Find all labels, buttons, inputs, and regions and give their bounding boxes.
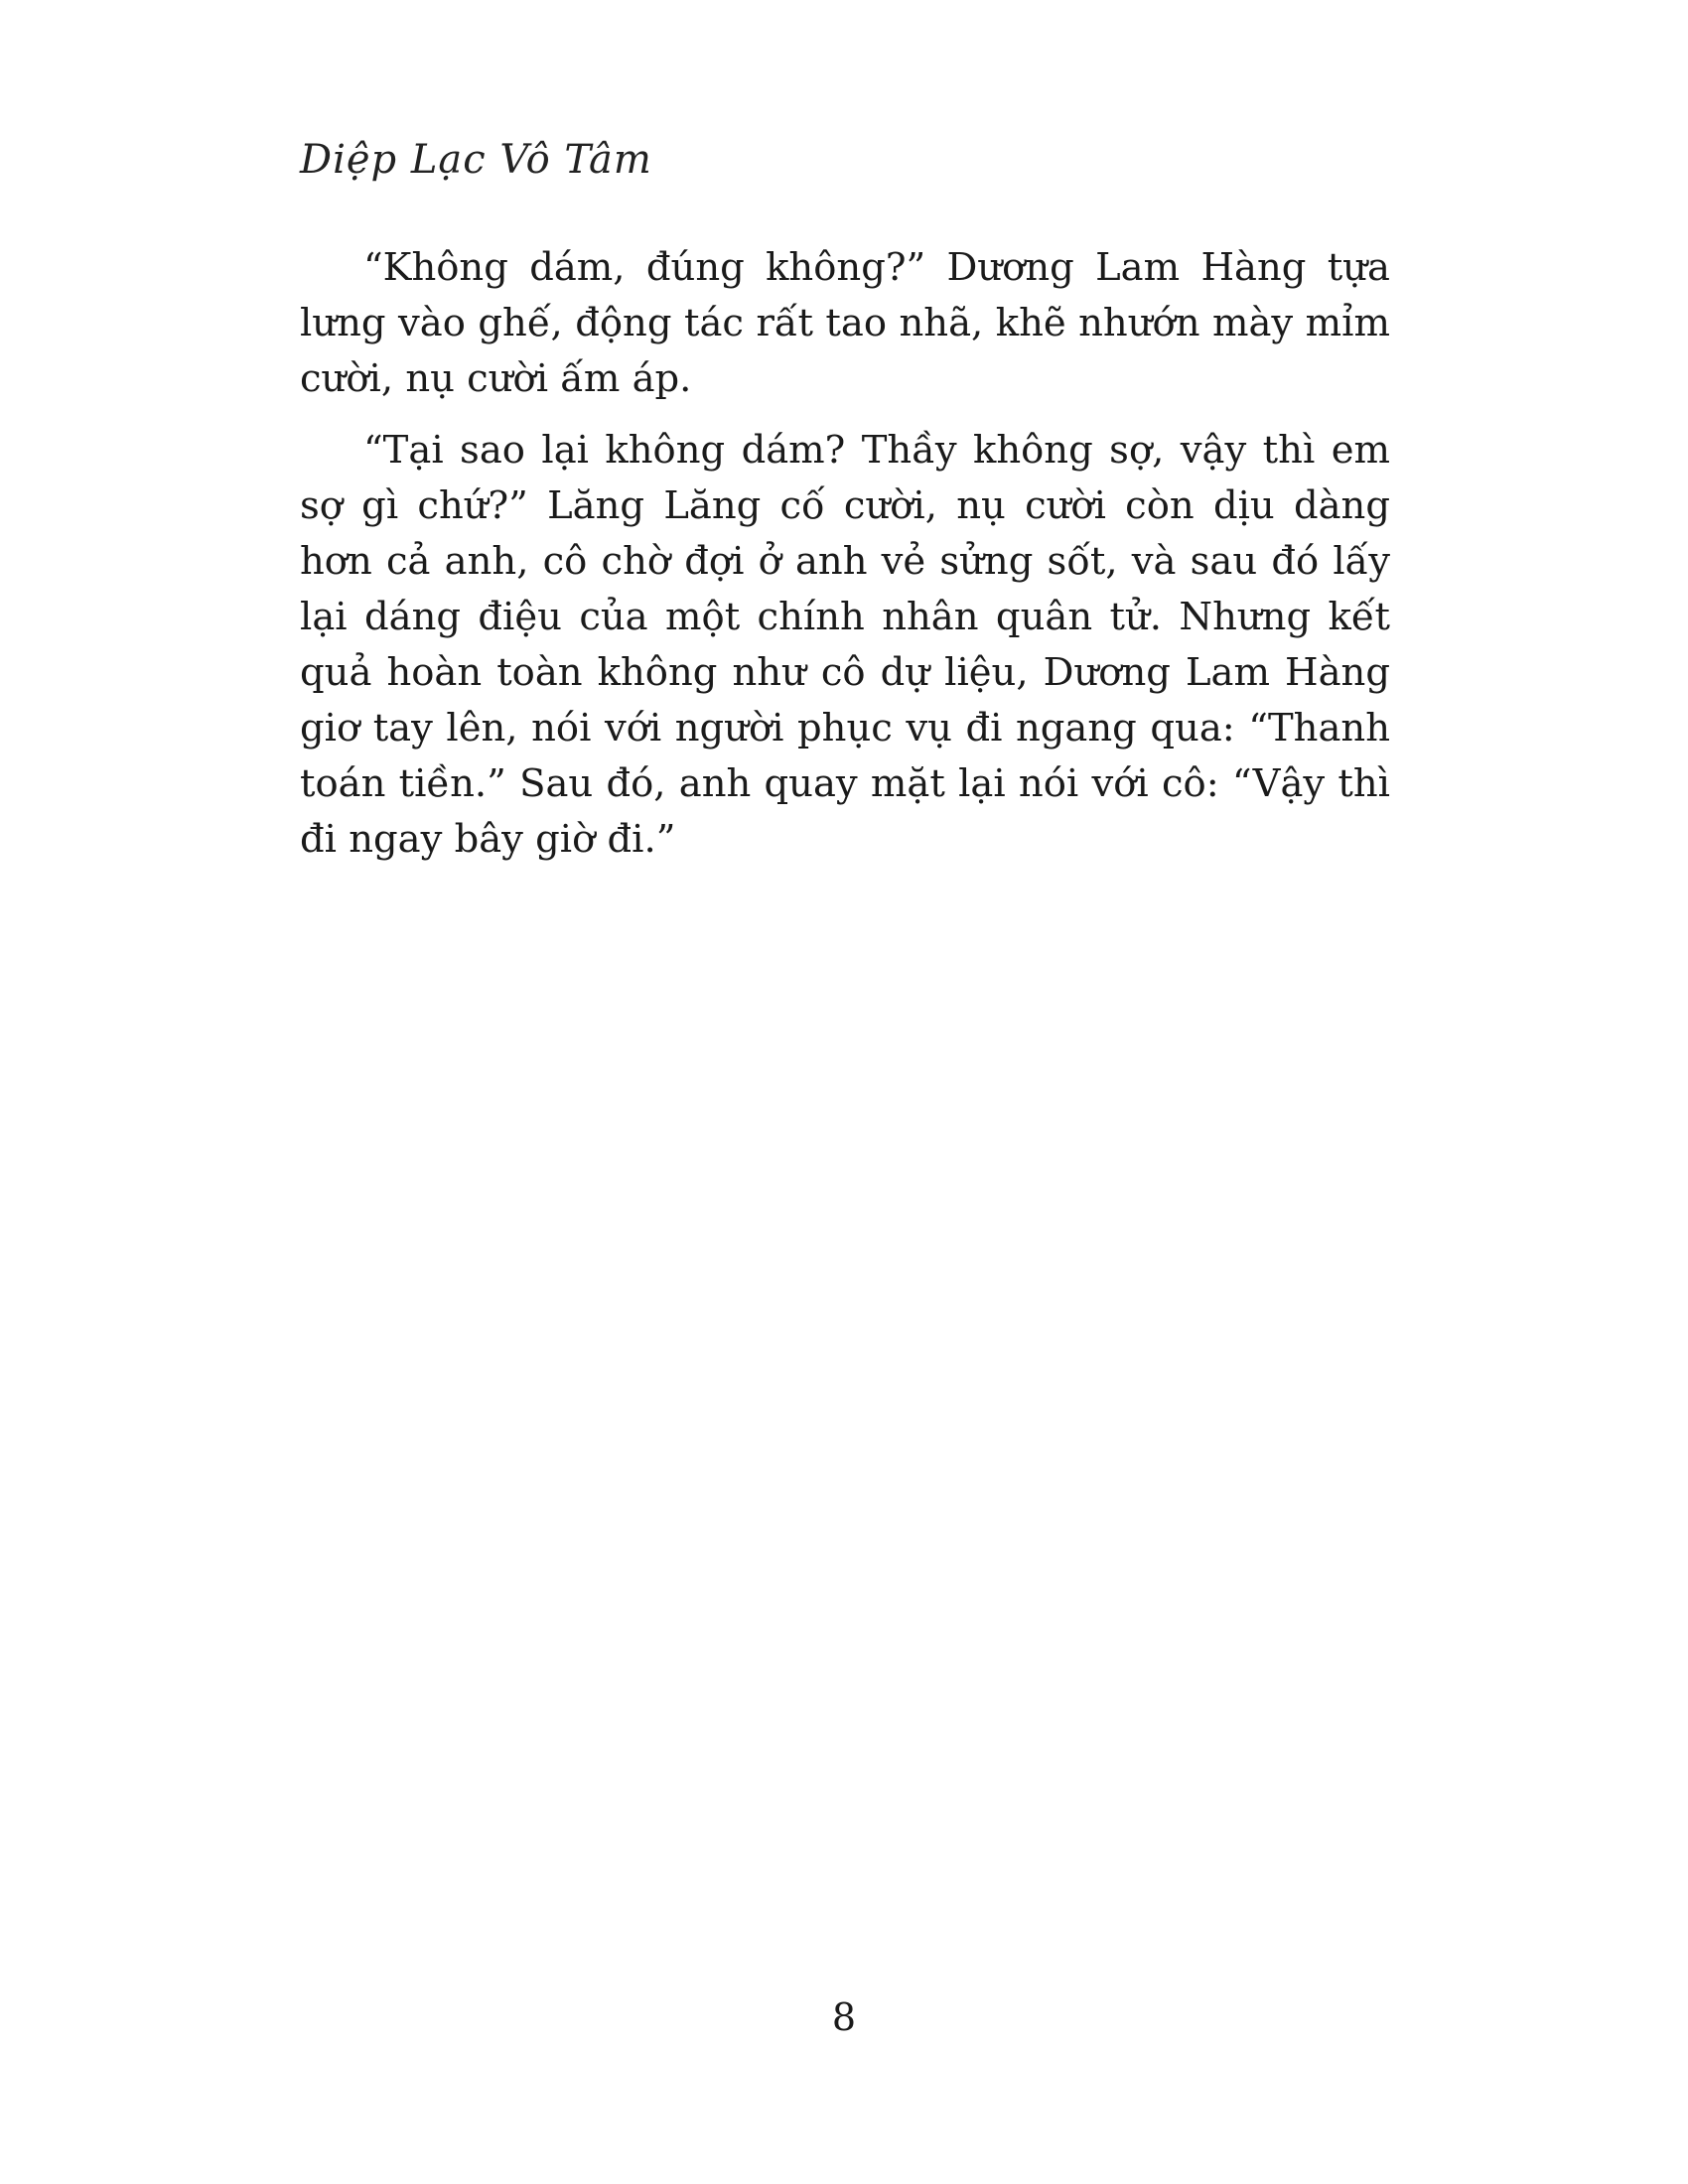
running-header-title: Diệp Lạc Vô Tâm: [300, 137, 652, 183]
paragraph-1: “Không dám, đúng không?” Dương Lam Hàng tựa lưng vào ghế, động tác rất tao nhã, khẽ nhướn mày mỉm cười, nụ cười ấm áp.: [300, 245, 1390, 401]
page-number: 8: [831, 1995, 857, 2039]
chapter-body: [300, 240, 1390, 884]
paragraph-2: “Tại sao lại không dám? Thầy không sợ, vậy thì em sợ gì chứ?” Lăng Lăng cố cười, nụ cười còn dịu dàng hơn cả anh, cô chờ đợi ở anh vẻ sửng sốt, và sau đó lấy lại dáng điệu của một chính nhân quân tử. Nhưng kết quả hoàn toàn không như cô dự liệu, Dương Lam Hàng giơ tay lên, nói với người phục vụ đi ngang qua: “Thanh toán tiền.” Sau đó, anh quay mặt lại nói với cô: “Vậy thì đi ngay bây giờ đi.”: [300, 428, 1390, 862]
